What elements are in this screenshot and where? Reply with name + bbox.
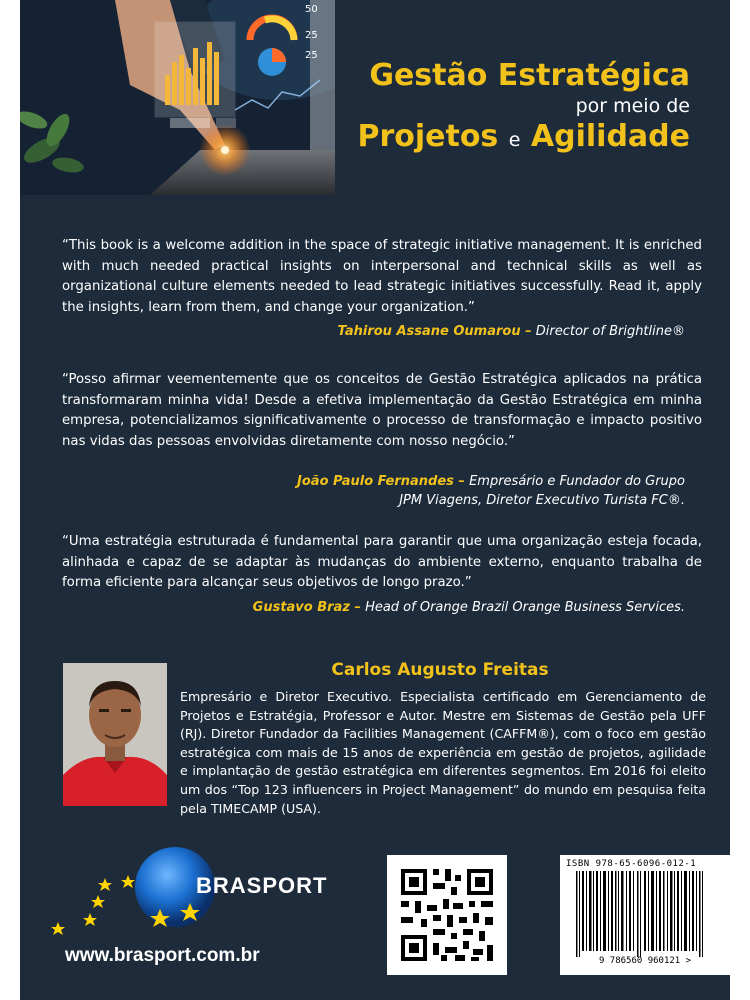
publisher-website: www.brasport.com.br [65, 945, 260, 966]
isbn-label: ISBN 978-65-6096-012-1 [566, 859, 697, 869]
testimonial-role: Director of Brightline® [535, 324, 685, 339]
book-title [350, 58, 690, 159]
title-line-3 [350, 118, 690, 159]
testimonial-author: Tahirou Assane Oumarou – [337, 324, 532, 339]
title-word-agilidade: Agilidade [530, 119, 690, 154]
testimonial-author: João Paulo Fernandes – [297, 474, 465, 489]
testimonial-author: Gustavo Braz – [252, 600, 361, 615]
title-word-projetos: Projetos [357, 119, 499, 154]
book-back-cover [20, 0, 730, 1000]
author-bio: Empresário e Diretor Executivo. Especialista certificado em Gerenciamento de Projetos e Estratégia, Professor e Autor. Mestre em Sistemas de Gestão pela UFF (RJ). Diretor Fundador da Facilities Management (CAFFM®), com o foco em gestão estratégica com mais de 15 anos de experiência em gestão de projetos, agilidade e implantação de gestão estratégica em diferentes segmentos. Em 2016 foi eleito um dos “Top 123 influencers in Project Management” do mundo em pesquisa feita pela TIMECAMP (USA). [180, 689, 706, 816]
hero-photo [20, 0, 335, 195]
testimonial-quote: “Uma estratégia estruturada é fundamental para garantir que uma organização esteja focada, alinhada e capaz de se adaptar às mudanças do ambiente externo, enquanto trabalha de forma eficiente para alcançar seus objetivos de longo prazo.” [62, 534, 702, 590]
author-name: Carlos Augusto Freitas [331, 660, 549, 680]
chart-tick-label: 50 [305, 4, 318, 15]
testimonial-attribution [125, 322, 685, 341]
title-word-e: e [508, 129, 521, 151]
testimonial-attribution [125, 598, 685, 617]
isbn-barcode [560, 855, 730, 975]
chart-tick-label: 25 [305, 30, 318, 41]
qr-code [387, 855, 507, 975]
testimonial-role: Head of Orange Brazil Orange Business Services. [365, 600, 685, 615]
hero-illustration [20, 0, 335, 195]
publisher-logo-text: BRASPORT [196, 873, 328, 898]
testimonial-role-line-2: JPM Viagens, Diretor Executivo Turista FC®. [399, 493, 685, 508]
floating-bar-chart-panel [155, 22, 235, 117]
testimonial-role: Empresário e Fundador do Grupo [469, 474, 685, 489]
qr-code-graphic [387, 855, 507, 975]
author-portrait [63, 663, 167, 806]
isbn-barcode-number: 9 786560 960121 > [598, 956, 692, 966]
title-line-1: Gestão Estratégica [369, 58, 690, 93]
testimonial-attribution [125, 472, 685, 510]
title-line-2: por meio de [575, 95, 690, 117]
testimonial-quote: “This book is a welcome addition in the space of strategic initiative management. It is enriched with much needed practical insights on interpersonal and technical skills as well as organizational culture elements needed to lead strategic initiatives successfully. Read it, apply the insights, learn from them, and change your organization.” [62, 238, 702, 315]
chart-tick-label: 25 [305, 50, 318, 61]
author-photo [63, 663, 167, 806]
testimonial-quote: “Posso afirmar veementemente que os conceitos de Gestão Estratégica aplicados na prática transformaram minha vida! Desde a efetiva implementação da Gestão Estratégica em minha empresa, potencializamos significativamente o processo de transformação e impacto positivo nas vidas das pessoas envolvidas diretamente com nosso negócio.” [62, 372, 702, 449]
